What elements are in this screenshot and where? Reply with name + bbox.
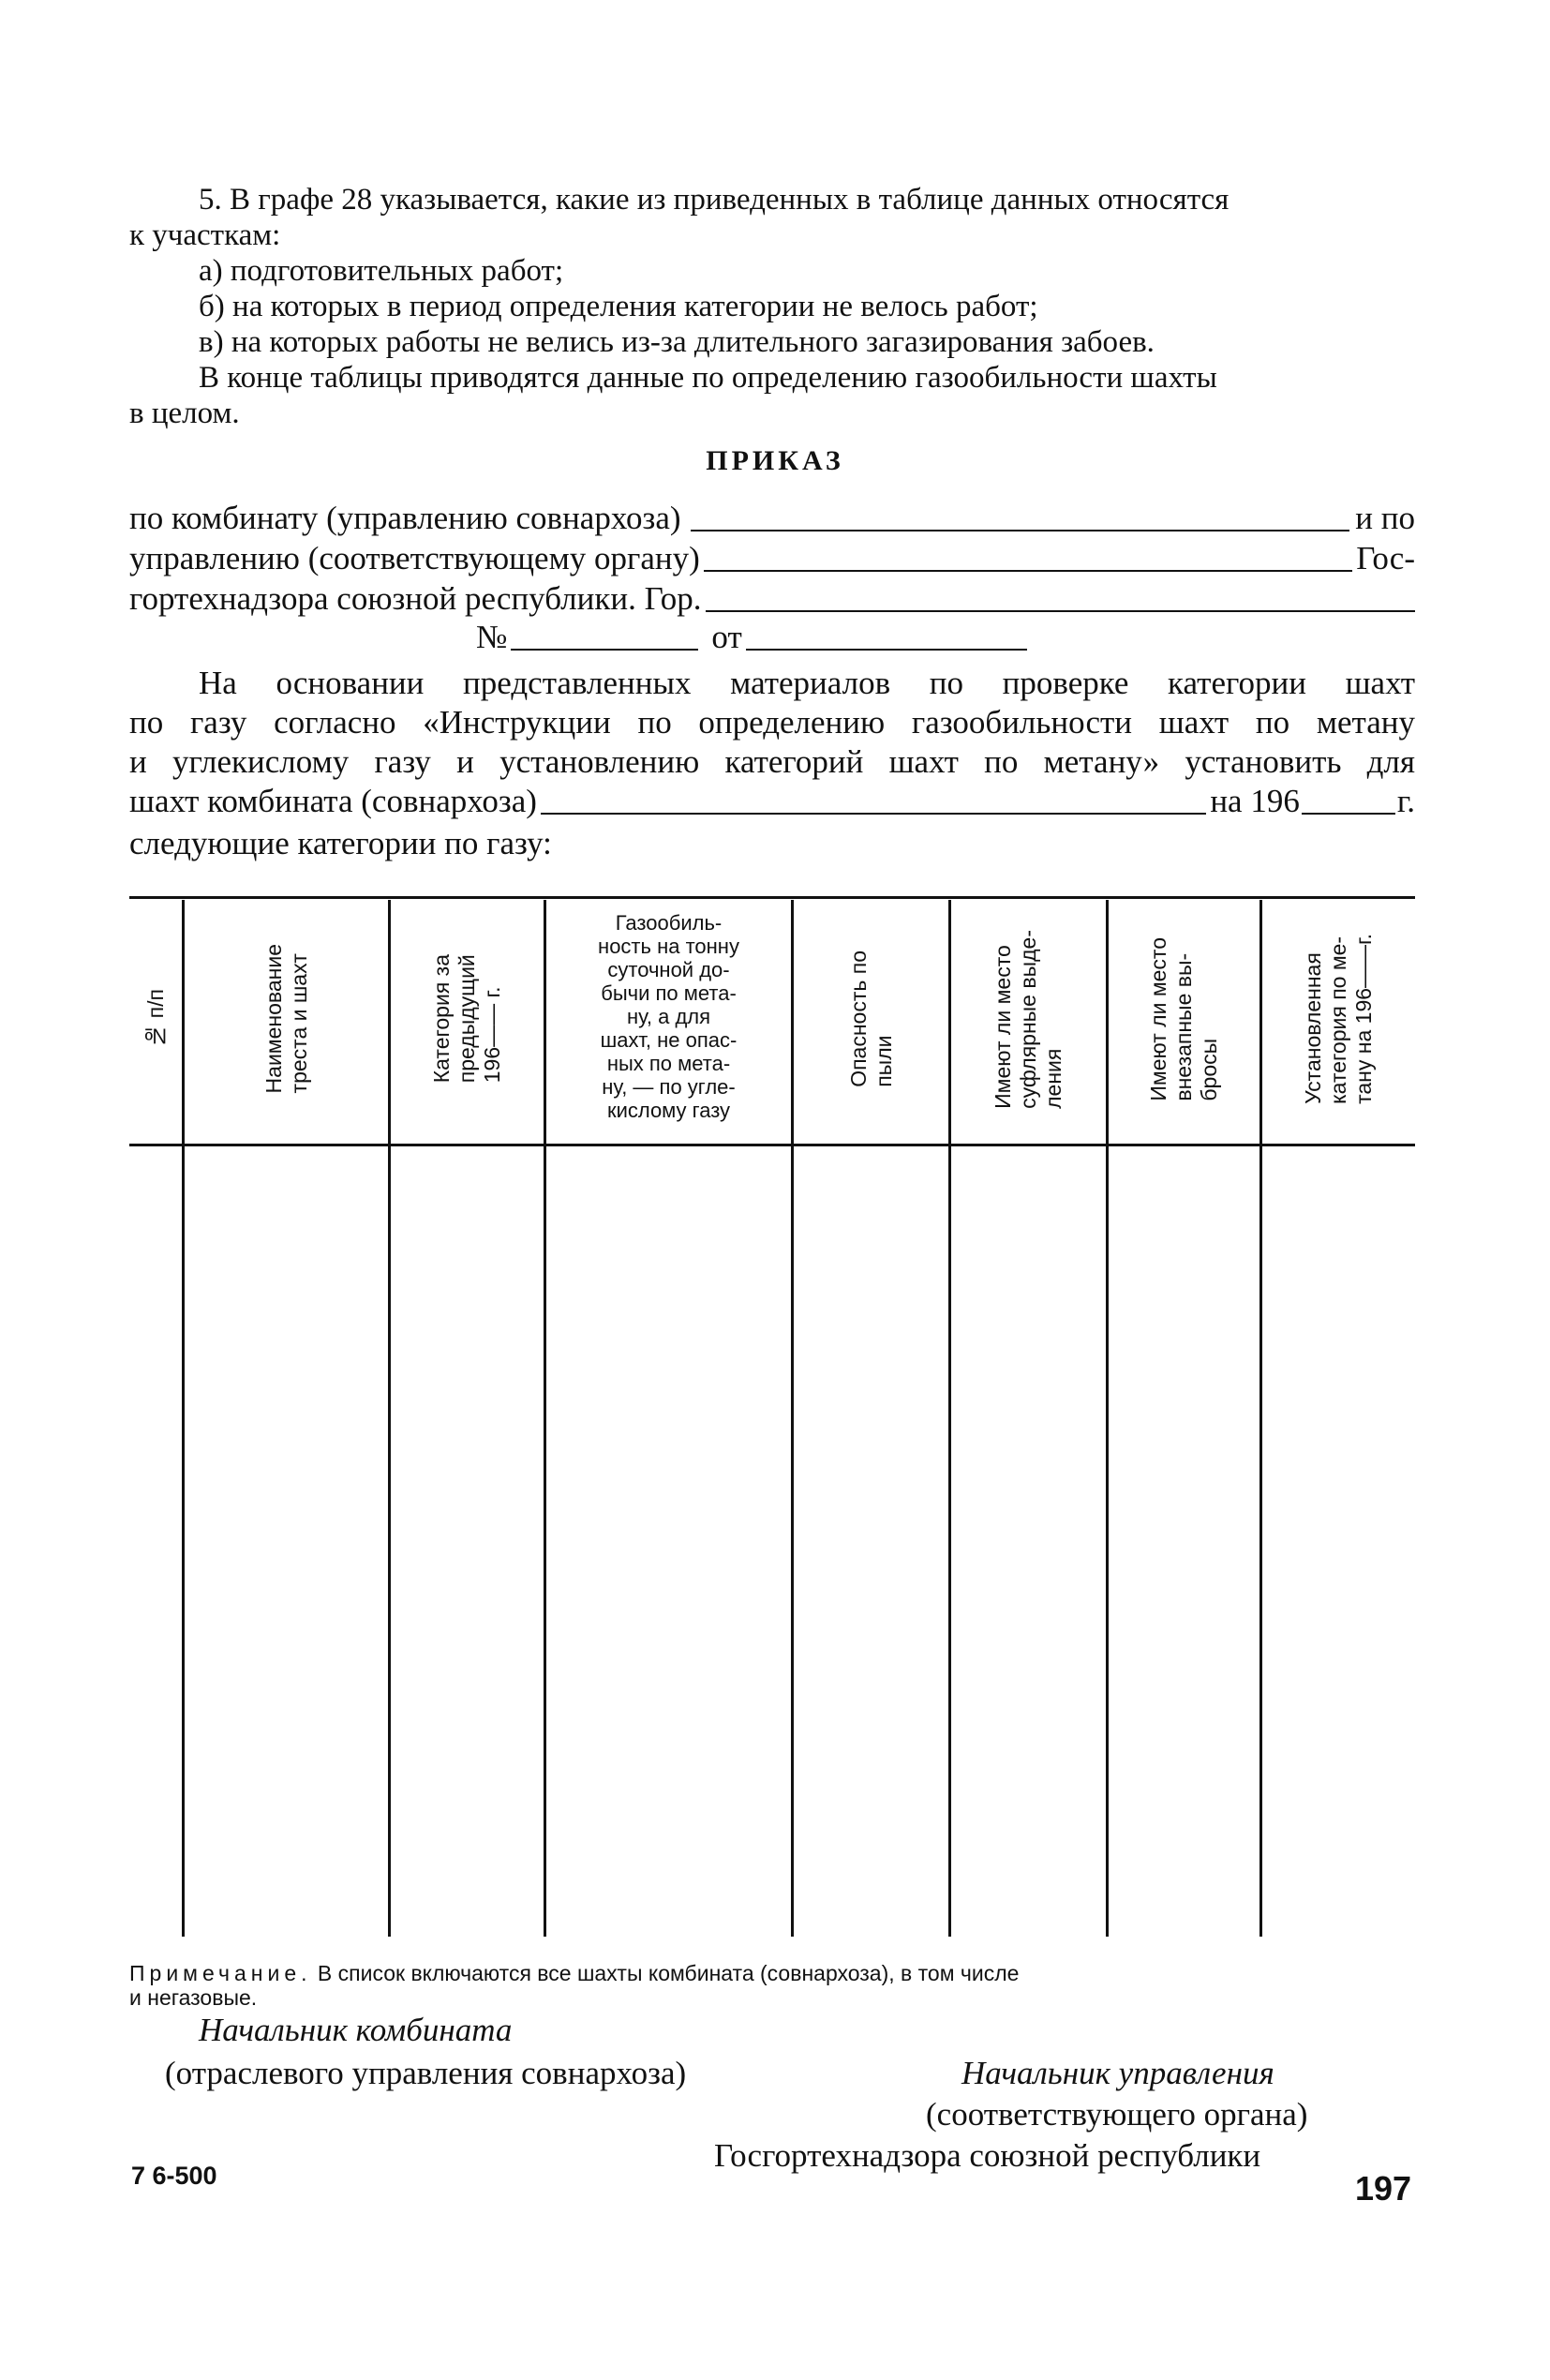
date-blank[interactable]	[746, 621, 1027, 651]
order-title: ПРИКАЗ	[706, 445, 844, 476]
order-line-3-text: гортехнадзора союзной республики. Гор.	[129, 580, 702, 617]
header-dust-danger	[794, 896, 948, 1142]
intro-line-2: к участкам:	[129, 218, 281, 252]
header-blowers-text: Имеют ли место суфлярные выде- ления	[991, 929, 1066, 1109]
order-line-1-end: и по	[1355, 500, 1415, 536]
header-prev-category	[391, 896, 544, 1142]
header-number	[129, 896, 182, 1142]
basis-line-1: На основании представленных материалов по проверке категории шахт	[199, 665, 1415, 701]
number-blank[interactable]	[511, 621, 698, 651]
categories-table	[129, 896, 1415, 1944]
basis-year-label: на 196	[1210, 783, 1300, 819]
combinat-blank[interactable]	[691, 501, 1350, 531]
header-trust-mine-text: Наименование треста и шахт	[261, 944, 311, 1094]
order-line-2-end: Гос-	[1356, 540, 1415, 576]
year-blank[interactable]	[1302, 785, 1395, 815]
header-dust-danger-text: Опасность по пыли	[845, 951, 896, 1087]
left-signature-sub: (отраслевого управления совнархоза)	[165, 2055, 687, 2091]
header-outbursts	[1109, 896, 1259, 1142]
intro-line-6: В конце таблицы приводятся данные по определению газообильности шахты	[199, 361, 1217, 395]
right-signature-title: Начальник управления	[961, 2055, 1274, 2091]
order-line-3	[129, 580, 1415, 618]
combinat-name-blank[interactable]	[541, 785, 1206, 815]
intro-line-4: б) на которых в период определения категории не велось работ;	[199, 290, 1038, 323]
table-header-rule	[129, 1144, 1415, 1146]
header-set-category	[1262, 896, 1415, 1142]
date-label: от	[711, 619, 742, 655]
basis-line-5: следующие категории по газу:	[129, 825, 552, 861]
header-blowers	[951, 896, 1106, 1142]
basis-line-4-text: шахт комбината (совнархоза)	[129, 783, 537, 819]
left-signature-title: Начальник комбината	[199, 2012, 513, 2048]
order-line-2-text: управлению (соответствующему органу)	[129, 540, 700, 576]
header-set-category-text: Установленная категория по ме- тану на 196——г.	[1301, 934, 1376, 1104]
intro-line-5: в) на которых работы не велись из-за длительного загазирования забоев.	[199, 325, 1155, 359]
basis-year-suffix: г.	[1396, 783, 1415, 819]
basis-line-4	[129, 783, 1415, 820]
intro-line-3: а) подготовительных работ;	[199, 254, 564, 288]
intro-line-7: в целом.	[129, 397, 240, 430]
header-gas-content: Газообиль- ность на тонну суточной до- бычи по мета- ну, а для шахт, не опас- ных по мета- ну, — по угле- кислому газу	[598, 911, 739, 1122]
note-label: Примечание.	[129, 1961, 312, 1985]
note-text-1: В список включаются все шахты комбината (совнархоза), в том числе	[311, 1961, 1020, 1985]
order-line-2	[129, 540, 1415, 577]
right-signature-sub-1: (соответствующего органа)	[926, 2096, 1308, 2133]
intro-line-1: 5. В графе 28 указывается, какие из приведенных в таблице данных относятся	[199, 183, 1230, 217]
order-line-1-text: по комбинату (управлению совнархоза)	[129, 500, 681, 536]
header-number-text: № п/п	[142, 989, 168, 1049]
header-prev-category-text: Категория за предыдущий 196—— г.	[429, 954, 504, 1084]
organ-blank[interactable]	[704, 542, 1353, 572]
header-trust-mine	[185, 896, 388, 1142]
order-line-4	[476, 619, 1057, 656]
order-line-1	[129, 500, 1415, 537]
print-code: 7 6-500	[131, 2162, 217, 2190]
note-text-2: и негазовые.	[129, 1985, 258, 2010]
number-label: №	[476, 619, 508, 655]
page-number: 197	[1355, 2169, 1412, 2208]
basis-line-3: и углекислому газу и установлению категорий шахт по метану» установить для	[129, 743, 1415, 780]
basis-line-2: по газу согласно «Инструкции по определению газообильности шахт по метану	[129, 704, 1415, 741]
header-outbursts-text: Имеют ли место внезапные вы- бросы	[1146, 936, 1221, 1101]
city-blank[interactable]	[706, 582, 1415, 612]
right-signature-sub-2: Госгортехнадзора союзной республики	[714, 2137, 1261, 2174]
table-note	[129, 1961, 1019, 2010]
